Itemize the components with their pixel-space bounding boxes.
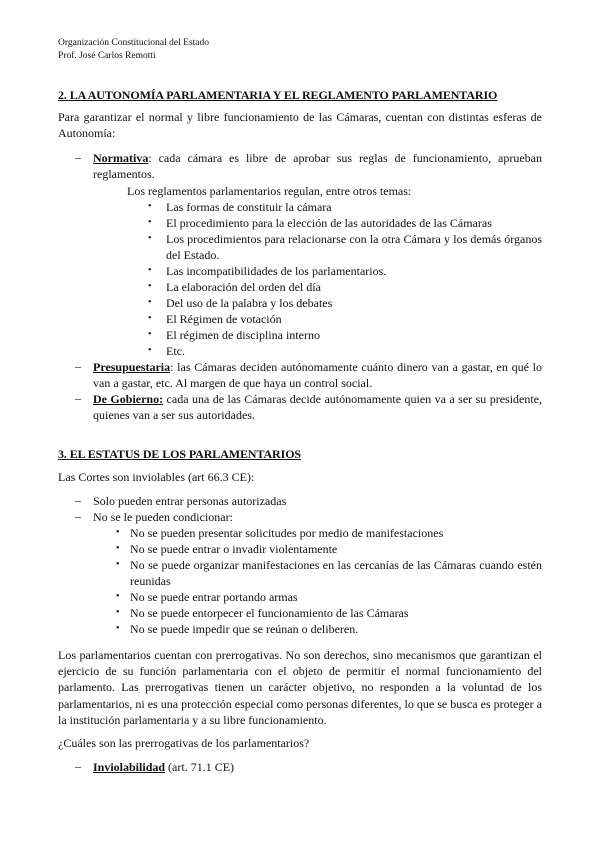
topic-item: Etc. [166, 344, 185, 358]
bullet: • [148, 345, 152, 356]
autonomy-normativa [93, 150, 542, 182]
condition-item: No se pueden presentar solicitudes por medio de manifestaciones [130, 526, 444, 540]
bullet: • [116, 559, 120, 570]
topic-item: Los procedimientos para relacionarse con la otra Cámara y los demás órganos del Estado. [166, 232, 542, 262]
topic-item: El régimen de disciplina interno [166, 328, 320, 342]
condition-item: No se puede entrar o invadir violentamente [130, 542, 338, 556]
inviolabilidad-ref: (art. 71.1 CE) [165, 760, 235, 774]
inviolable-item-1: Solo pueden entrar personas autorizadas [93, 494, 287, 508]
normativa-term: Normativa [93, 151, 149, 165]
bullet: • [116, 623, 120, 634]
autonomy-presupuestaria [93, 359, 542, 391]
bullet: • [148, 313, 152, 324]
topic-item: El procedimiento para la elección de las autoridades de las Cámaras [166, 216, 492, 230]
condition-item: No se puede organizar manifestaciones en las cercanías de las Cámaras cuando estén reunidas [130, 558, 542, 588]
dash-bullet: – [75, 493, 81, 507]
topic-item: El Régimen de votación [166, 312, 282, 326]
topic-item: La elaboración del orden del día [166, 280, 321, 294]
bullet: • [116, 543, 120, 554]
presupuestaria-term: Presupuestaria [93, 360, 171, 374]
dash-bullet: – [75, 391, 81, 405]
dash-bullet: – [75, 509, 81, 523]
header-professor: Prof. José Carlos Remotti [58, 51, 156, 61]
condition-item: No se puede entrar portando armas [130, 590, 298, 604]
bullet: • [148, 297, 152, 308]
autonomy-gobierno [93, 391, 542, 423]
reglamentos-intro: Los reglamentos parlamentarios regulan, entre otros temas: [127, 184, 412, 198]
inviolabilidad-term: Inviolabilidad [93, 760, 166, 774]
bullet: • [148, 265, 152, 276]
gobierno-text: cada una de las Cámaras decide autónomamente quien va a ser su presidente, quienes van a ser sus autoridades. [93, 392, 543, 422]
presupuestaria-text: : las Cámaras deciden autónomamente cuánto dinero van a gastar, en qué lo van a gastar, etc. Al margen de que haya un control social. [93, 360, 542, 390]
inviolable-item-2: No se le pueden condicionar: [93, 510, 233, 524]
condition-item: No se puede entorpecer el funcionamiento de las Cámaras [130, 606, 409, 620]
topic-item: Las incompatibilidades de los parlamentarios. [166, 264, 387, 278]
bullet: • [148, 201, 152, 212]
bullet: • [148, 233, 152, 244]
prerogatives-question: ¿Cuáles son las prerrogativas de los parlamentarios? [58, 736, 310, 750]
bullet: • [116, 527, 120, 538]
header-course: Organización Constitucional del Estado [58, 38, 209, 48]
prerogatives-paragraph: Los parlamentarios cuentan con prerrogativas. No son derechos, sino mecanismos que garantizan el ejercicio de su función parlamentaria con el objeto de permitir el normal funcionamiento del parlamento. Las prerrogativas tienen un carácter objetivo, no responden a la voluntad de los parlamentarios, ni es una protección especial como personas diferentes, lo que se busca es proteger a la institución parlamentaria y a su libre funcionamiento. [58, 648, 542, 727]
inviolabilidad-item [93, 759, 234, 775]
normativa-text: : cada cámara es libre de aprobar sus reglas de funcionamiento, aprueban reglamentos. [93, 151, 542, 181]
bullet: • [116, 591, 120, 602]
section-2-intro: Para garantizar el normal y libre funcionamiento de las Cámaras, cuentan con distintas esferas de Autonomía: [58, 110, 542, 140]
dash-bullet: – [75, 759, 81, 773]
dash-bullet: – [75, 359, 81, 373]
section-3-title: 3. EL ESTATUS DE LOS PARLAMENTARIOS [58, 447, 301, 461]
section-3-intro: Las Cortes son inviolables (art 66.3 CE): [58, 470, 255, 484]
topic-item: Del uso de la palabra y los debates [166, 296, 333, 310]
bullet: • [148, 217, 152, 228]
bullet: • [116, 607, 120, 618]
dash-bullet: – [75, 150, 81, 164]
gobierno-term: De Gobierno: [93, 392, 164, 406]
section-2-title: 2. LA AUTONOMÍA PARLAMENTARIA Y EL REGLAMENTO PARLAMENTARIO [58, 88, 498, 102]
bullet: • [148, 329, 152, 340]
bullet: • [148, 281, 152, 292]
condition-item: No se puede impedir que se reúnan o deliberen. [130, 622, 359, 636]
topic-item: Las formas de constituir la cámara [166, 200, 332, 214]
